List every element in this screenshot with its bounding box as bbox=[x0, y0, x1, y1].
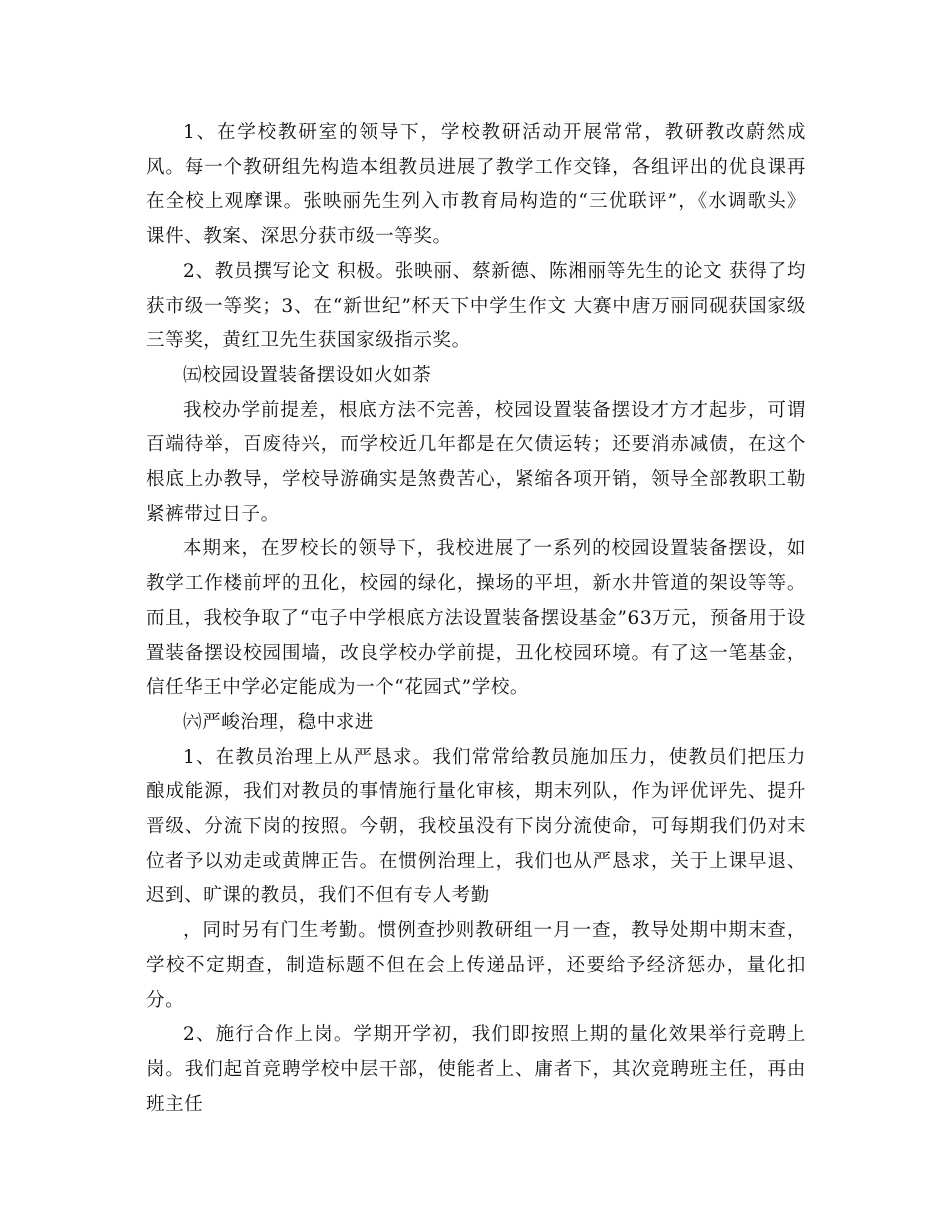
section-heading-campus-construction: ㈤校园设置装备摆设如火如荼 bbox=[183, 364, 432, 386]
paragraph-attendance-checks: ，同时另有门生考勤。惯例查抄则教研组一月一查，教导处期中期末查，学校不定期查，制造标题不但在会上传递品评，还要给予经济惩办，量化扣分。 bbox=[146, 920, 806, 1011]
paragraph-teacher-papers: 2、教员撰写论文 积极。张映丽、蔡新德、陈湘丽等先生的论文 获得了均获市级一等奖；3、在“新世纪”杯天下中学生作文 大赛中唐万丽同砚获国家级三等奖，黄红卫先生获国家级指示奖。 bbox=[146, 260, 806, 352]
paragraph-competitive-posts: 2、施行合作上岗。学期开学初，我们即按照上期的量化效果举行竞聘上岗。我们起首竞聘学校中层干部，使能者上、庸者下，其次竞聘班主任，再由班主任 bbox=[146, 1024, 806, 1115]
paragraph-teaching-research: 1、在学校教研室的领导下，学校教研活动开展常常，教研教改蔚然成风。每一个教研组先构造本组教员进展了教学工作交锋，各组评出的优良课再在全校上观摩课。张映丽先生列入市教育局构造的“三优联评”，《水调歌头》课件、教案、深思分获市级一等奖。 bbox=[146, 122, 806, 248]
paragraph-school-conditions: 我校办学前提差，根底方法不完善，校园设置装备摆设才方才起步，可谓百端待举，百废待兴，而学校近几年都是在欠债运转；还要消赤减债，在这个根底上办教导，学校导游确实是煞费苦心，紧缩各项开销，领导全部教职工勒紧裤带过日子。 bbox=[146, 399, 806, 525]
document-page bbox=[146, 116, 806, 1122]
section-heading-strict-management: ㈥严峻治理，稳中求进 bbox=[183, 711, 375, 733]
paragraph-teacher-management: 1、在教员治理上从严恳求。我们常常给教员施加压力，使教员们把压力酿成能源，我们对教员的事情施行量化审核，期末列队，作为评优评先、提升晋级、分流下岗的按照。今朝，我校虽没有下岗分流使命，可每期我们仍对末位者予以劝走或黄牌正告。在惯例治理上，我们也从严恳求，关于上课早退、迟到、旷课的教员，我们不但有专人考勤 bbox=[146, 746, 806, 907]
paragraph-campus-projects: 本期来，在罗校长的领导下，我校进展了一系列的校园设置装备摆设，如教学工作楼前坪的丑化，校园的绿化，操场的平坦，新水井管道的架设等等。而且，我校争取了“屯子中学根底方法设置装备摆设基金”63万元，预备用于设置装备摆设校园围墙，改良学校办学前提，丑化校园环境。有了这一笔基金，信任华王中学必定能成为一个“花园式”学校。 bbox=[146, 538, 806, 699]
